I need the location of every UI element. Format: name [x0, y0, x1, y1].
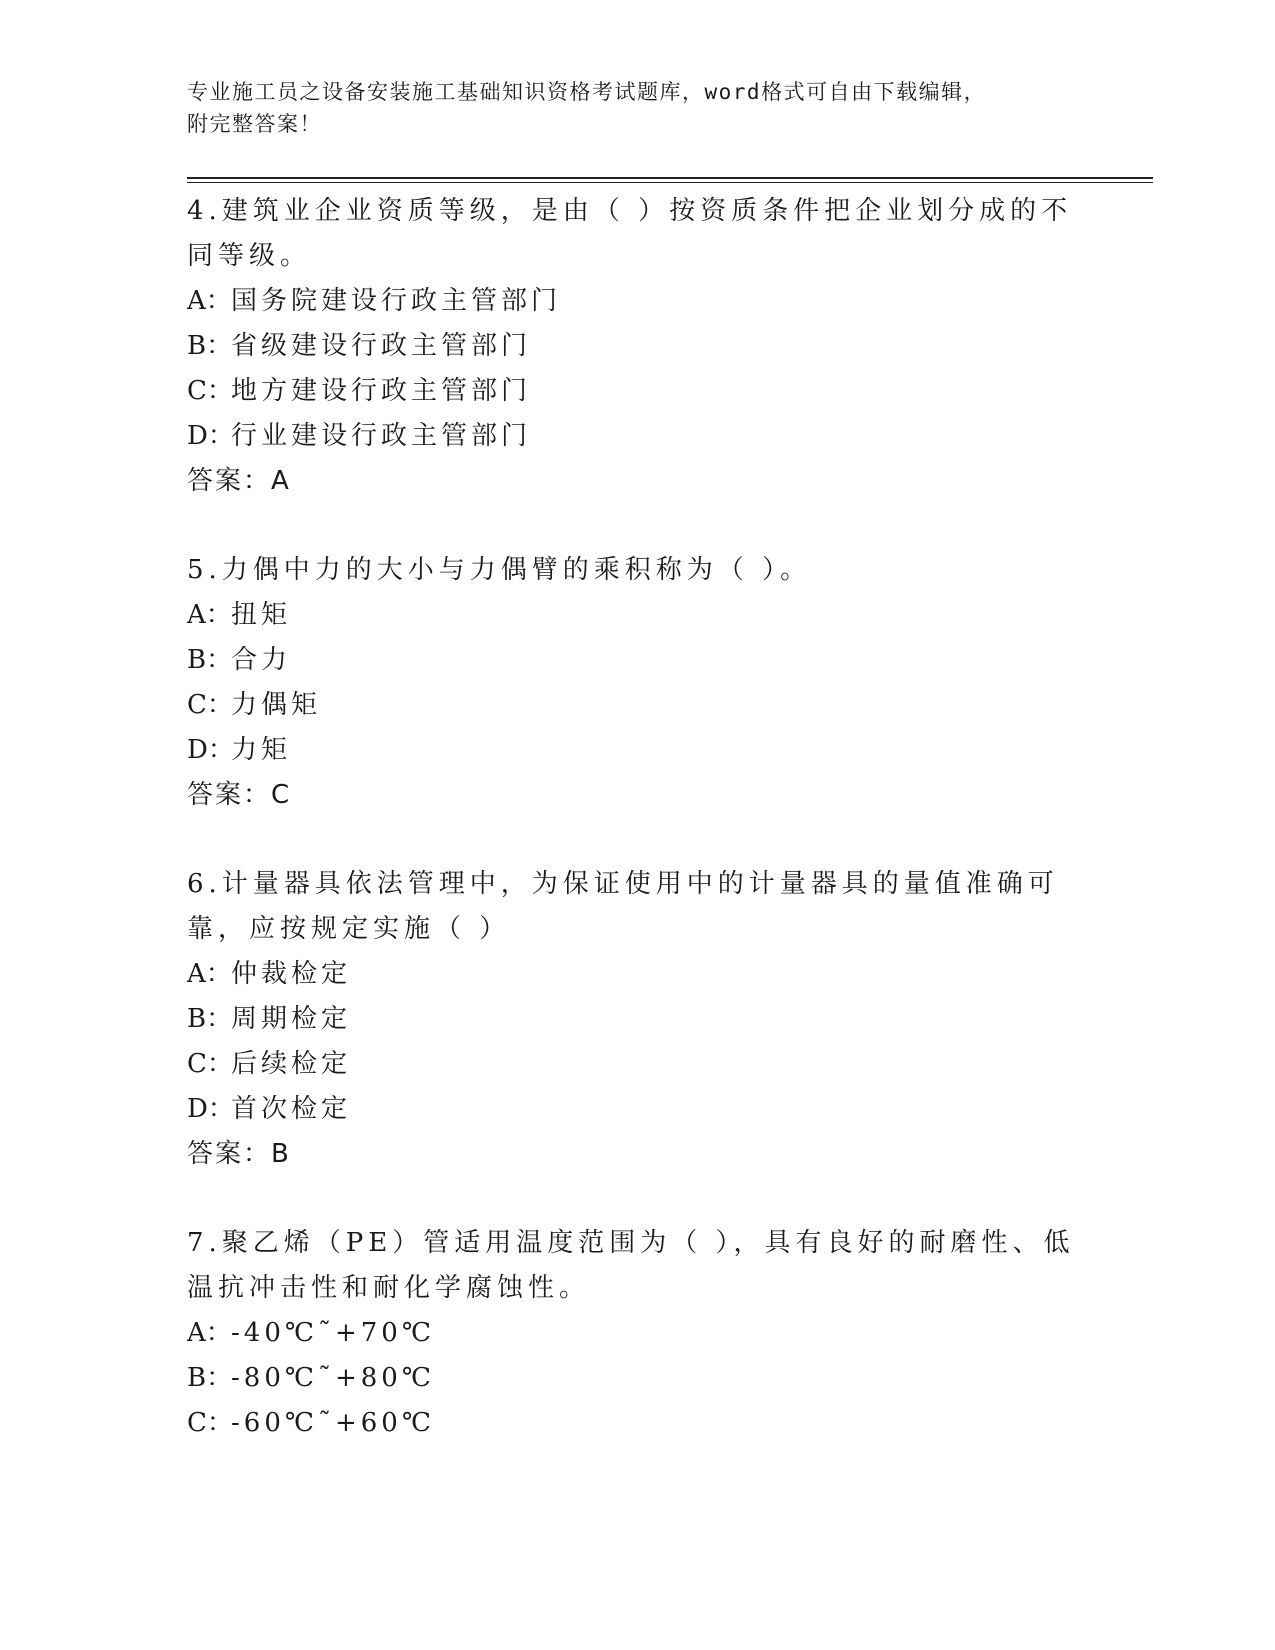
option-text: 后续检定: [231, 1049, 352, 1079]
option-text: -40℃˜+70℃: [231, 1318, 435, 1348]
option-letter: D：: [187, 735, 234, 765]
option-letter: B：: [187, 1363, 233, 1393]
document-header: [187, 76, 1087, 140]
question-stem: 5.力偶中力的大小与力偶臂的乘积称为（ ）。: [187, 555, 812, 585]
question-6: [187, 862, 1087, 1177]
option-text: 力偶矩: [231, 690, 322, 720]
header-divider-thin: [187, 182, 1153, 183]
option-text: -80℃˜+80℃: [231, 1363, 435, 1393]
option-letter: A：: [187, 1318, 232, 1348]
option-letter: C：: [187, 690, 233, 720]
option-a: [187, 1311, 1087, 1356]
option-d: [187, 728, 1087, 773]
question-7: [187, 1221, 1087, 1446]
question-stem: 4.建筑业企业资质等级，是由（ ）按资质条件把企业划分成的不同等级。: [187, 196, 1073, 271]
option-c: [187, 369, 1087, 414]
option-text: 合力: [231, 645, 292, 675]
option-letter: C：: [187, 1049, 233, 1079]
option-b: [187, 1356, 1087, 1401]
header-line-2: 附完整答案！: [187, 112, 322, 136]
answer: 答案：C: [187, 780, 292, 810]
option-text: 周期检定: [231, 1004, 352, 1034]
option-text: 国务院建设行政主管部门: [231, 286, 562, 316]
answer: 答案：A: [187, 466, 291, 496]
option-letter: D：: [187, 1094, 234, 1124]
option-a: [187, 593, 1087, 638]
header-line-1: 专业施工员之设备安装施工基础知识资格考试题库，word格式可自由下载编辑，: [187, 80, 987, 104]
option-letter: C：: [187, 1408, 233, 1438]
option-text: 首次检定: [231, 1094, 352, 1124]
option-text: 力矩: [231, 735, 292, 765]
option-letter: B：: [187, 645, 233, 675]
option-b: [187, 997, 1087, 1042]
option-text: 地方建设行政主管部门: [231, 376, 532, 406]
option-a: [187, 279, 1087, 324]
option-d: [187, 1087, 1087, 1132]
question-list: [187, 189, 1087, 1490]
question-stem: 7.聚乙烯（PE）管适用温度范围为（ ），具有良好的耐磨性、低温抗冲击性和耐化学腐蚀性。: [187, 1228, 1075, 1303]
option-a: [187, 952, 1087, 997]
option-letter: D：: [187, 421, 234, 451]
option-letter: A：: [187, 286, 232, 316]
option-text: 行业建设行政主管部门: [231, 421, 532, 451]
option-letter: B：: [187, 331, 233, 361]
option-letter: B：: [187, 1004, 233, 1034]
question-stem: 6.计量器具依法管理中，为保证使用中的计量器具的量值准确可靠，应按规定实施（ ）: [187, 869, 1059, 944]
option-c: [187, 1401, 1087, 1446]
option-b: [187, 638, 1087, 683]
option-text: 扭矩: [231, 600, 292, 630]
option-c: [187, 683, 1087, 728]
question-4: [187, 189, 1087, 504]
option-text: 仲裁检定: [231, 959, 352, 989]
answer: 答案：B: [187, 1139, 291, 1169]
option-d: [187, 414, 1087, 459]
option-letter: A：: [187, 959, 232, 989]
option-text: -60℃˜+60℃: [231, 1408, 435, 1438]
header-divider-thick: [187, 177, 1153, 179]
option-text: 省级建设行政主管部门: [231, 331, 532, 361]
option-c: [187, 1042, 1087, 1087]
option-letter: C：: [187, 376, 233, 406]
option-letter: A：: [187, 600, 232, 630]
question-5: [187, 548, 1087, 818]
option-b: [187, 324, 1087, 369]
